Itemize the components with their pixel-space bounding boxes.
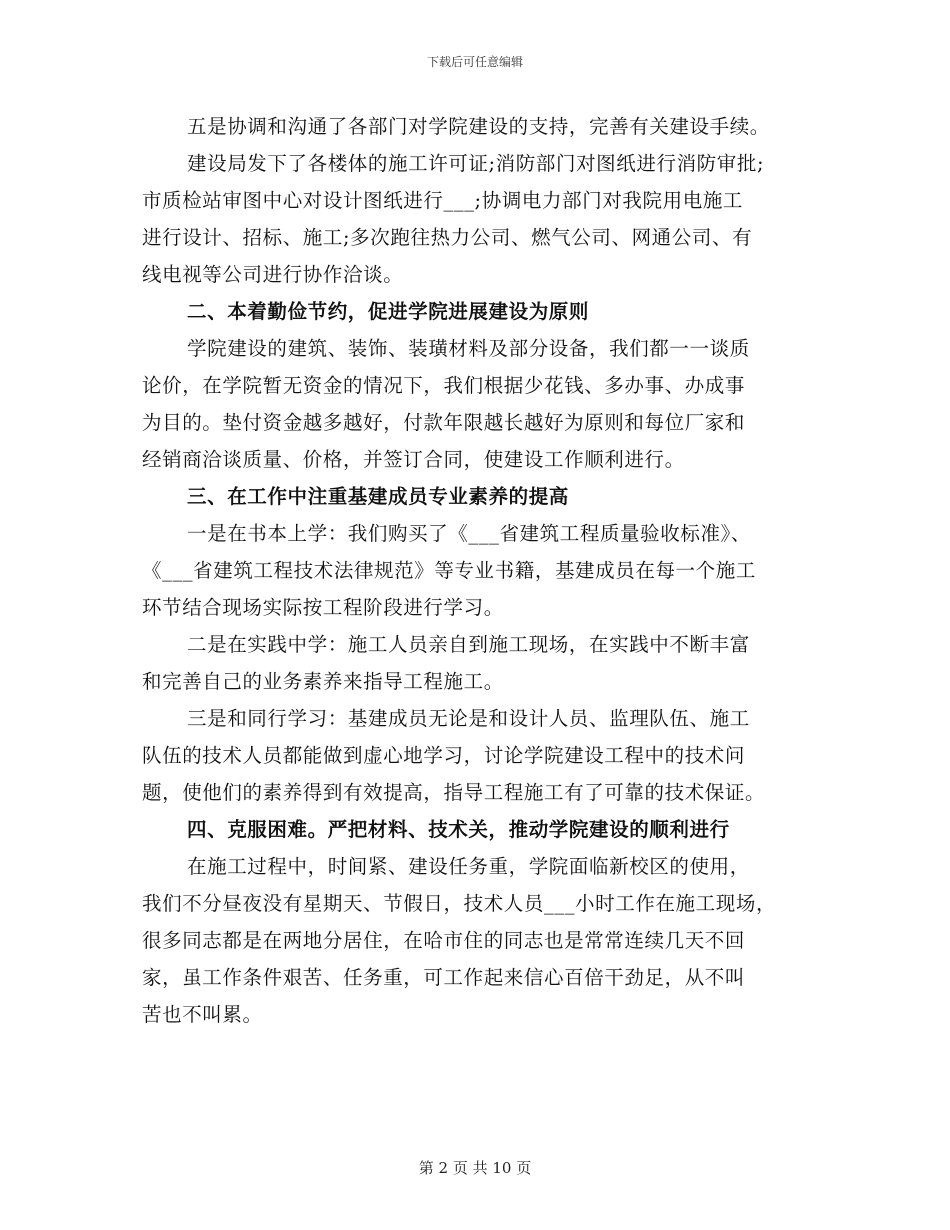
text-line: 学院建设的建筑、装饰、装璜材料及部分设备，我们都一一谈质 [187,337,750,360]
text-line: 苦也不叫累。 [142,1003,263,1026]
section-heading: 三、在工作中注重基建成员专业素养的提高 [187,485,569,508]
text-line: 一是在书本上学：我们购买了《___省建筑工程质量验收标准》、 [187,522,752,545]
text-line: 和完善自己的业务素养来指导工程施工。 [142,670,504,693]
section-heading: 四、克服困难。严把材料、技术关，推动学院建设的顺利进行 [187,818,730,841]
text-line: 题，使他们的素养得到有效提高，指导工程施工有了可靠的技术保证。 [142,781,766,804]
text-line: 《___省建筑工程技术法律规范》等专业书籍，基建成员在每一个施工 [142,559,756,582]
text-line: 为目的。垫付资金越多越好，付款年限越长越好为原则和每位厂家和 [142,411,746,434]
text-line: 家，虽工作条件艰苦、任务重，可工作起来信心百倍干劲足，从不叫 [142,966,746,989]
text-line: 二是在实践中学：施工人员亲自到施工现场，在实践中不断丰富 [187,633,750,656]
text-line: 很多同志都是在两地分居住，在哈市住的同志也是常常连续几天不回 [142,929,746,952]
text-line: 建设局发下了各楼体的施工许可证;消防部门对图纸进行消防审批; [187,152,765,175]
text-line: 在施工过程中，时间紧、建设任务重，学院面临新校区的使用， [187,855,750,878]
text-line: 我们不分昼夜没有星期天、节假日，技术人员___小时工作在施工现场， [142,892,777,915]
document-body [142,108,814,1033]
text-line: 队伍的技术人员都能做到虚心地学习，讨论学院建设工程中的技术问 [142,744,746,767]
text-line: 环节结合现场实际按工程阶段进行学习。 [142,596,504,619]
page-number: 第 2 页 共 10 页 [418,1159,532,1177]
text-line: 三是和同行学习：基建成员无论是和设计人员、监理队伍、施工 [187,707,750,730]
text-line: 五是协调和沟通了各部门对学院建设的支持，完善有关建设手续。 [187,115,770,138]
text-line: 论价，在学院暂无资金的情况下，我们根据少花钱、多办事、办成事 [142,374,746,397]
page-header: 下载后可任意编辑 [426,55,523,69]
text-line: 市质检站审图中心对设计图纸进行___;协调电力部门对我院用电施工 [142,189,744,212]
text-line: 进行设计、招标、施工;多次跑往热力公司、燃气公司、网通公司、有 [142,226,753,249]
section-heading: 二、本着勤俭节约，促进学院进展建设为原则 [187,300,590,323]
text-line: 线电视等公司进行协作洽谈。 [142,263,404,286]
text-line: 经销商洽谈质量、价格，并签订合同，使建设工作顺利进行。 [142,448,685,471]
